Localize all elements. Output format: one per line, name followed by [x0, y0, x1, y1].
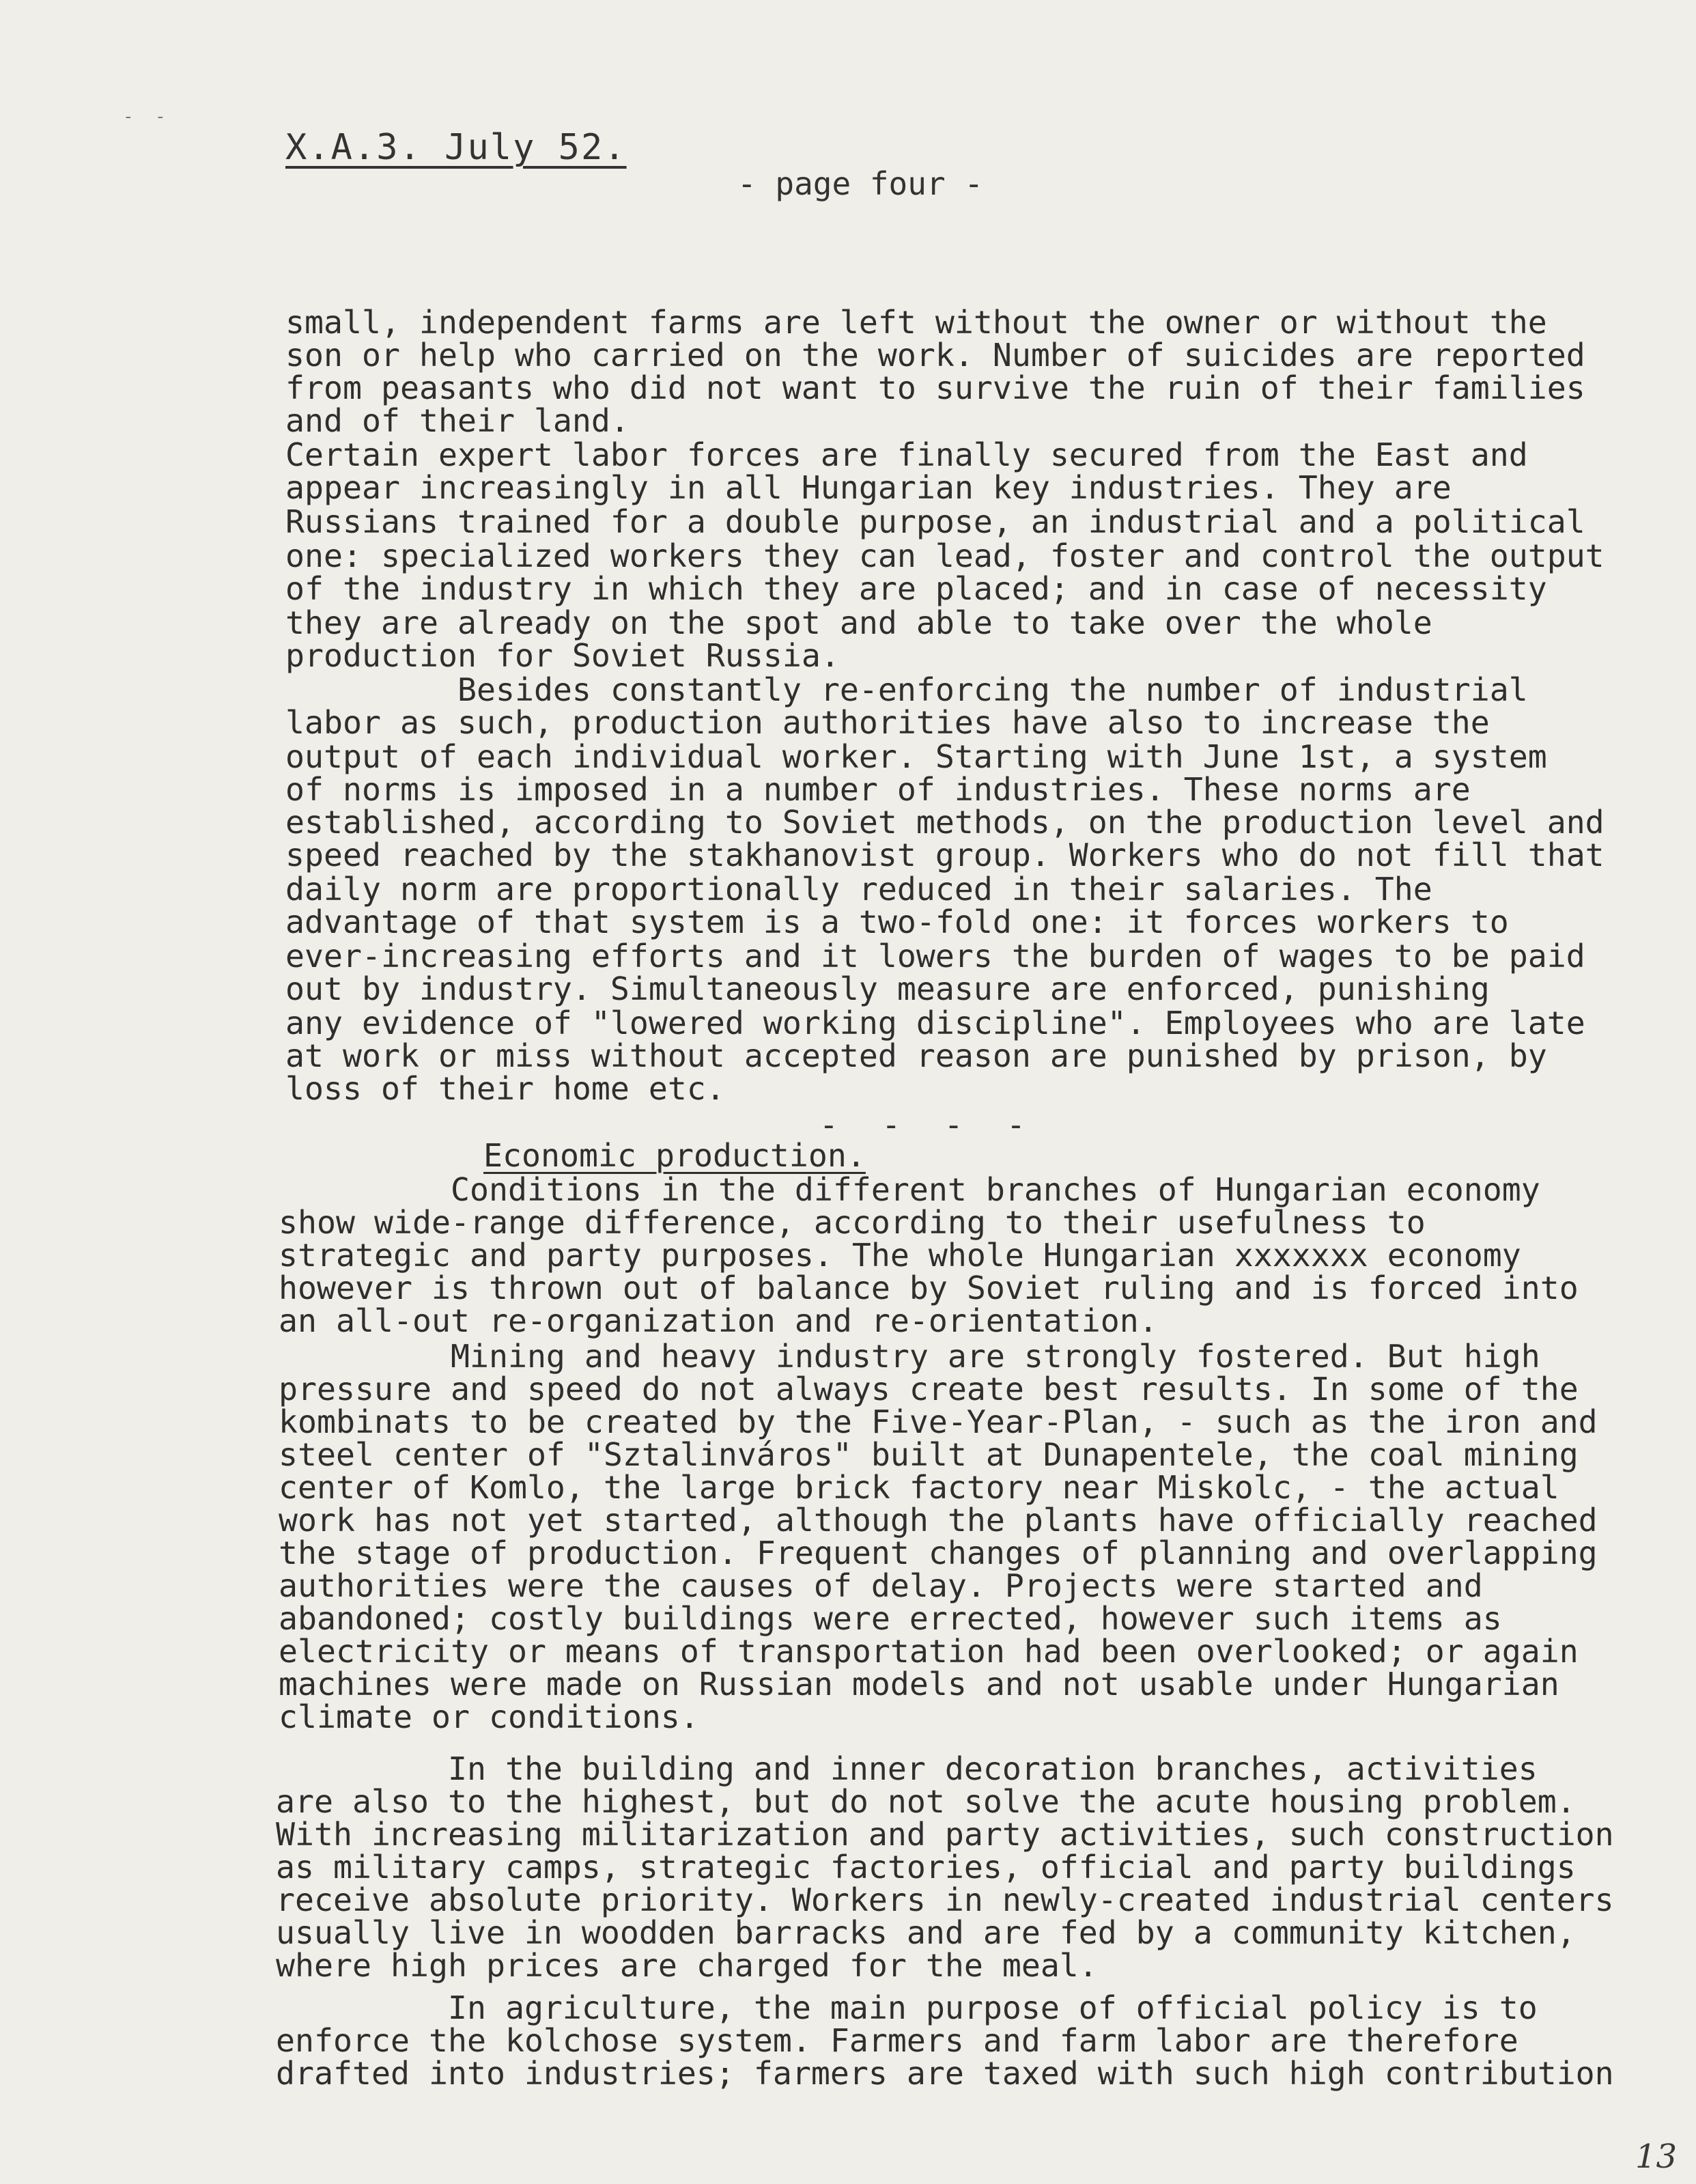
text-line: drafted into industries; farmers are taxed with such high contribution: [276, 2055, 1614, 2092]
text-line: enforce the kolchose system. Farmers and farm labor are therefore: [276, 2022, 1518, 2059]
text-line: speed reached by the stakhanovist group. Workers who do not fill that: [285, 837, 1605, 873]
text-line: usually live in woodden barracks and are fed by a community kitchen,: [276, 1914, 1576, 1951]
text-line: In the building and inner decoration branches, activities: [276, 1750, 1538, 1787]
text-line: authorities were the causes of delay. Projects were started and: [279, 1567, 1483, 1604]
text-line: In agriculture, the main purpose of official policy is to: [276, 1989, 1538, 2026]
text-line: machines were made on Russian models and not usable under Hungarian: [279, 1666, 1559, 1703]
text-line: from peasants who did not want to survive the ruin of their families: [285, 369, 1585, 406]
text-line: receive absolute priority. Workers in newly-created industrial centers: [276, 1881, 1614, 1918]
text-line: an all-out re-organization and re-orientation.: [279, 1302, 1158, 1339]
text-line: any evidence of "lowered working discipline". Employees who are late: [285, 1005, 1585, 1041]
text-line: With increasing militarization and party activities, such construction: [276, 1816, 1614, 1853]
text-line: son or help who carried on the work. Number of suicides are reported: [285, 337, 1585, 374]
text-line: appear increasingly in all Hungarian key industries. They are: [285, 469, 1452, 506]
text-line: they are already on the spot and able to take over the whole: [285, 604, 1432, 641]
text-line: loss of their home etc.: [285, 1070, 725, 1107]
page-label: - page four -: [737, 165, 984, 202]
text-line: center of Komlo, the large brick factory near Miskolc, - the actual: [279, 1469, 1559, 1506]
text-line: Besides constantly re-enforcing the number of industrial: [285, 671, 1528, 708]
text-line: labor as such, production authorities have also to increase the: [285, 704, 1490, 741]
text-line: pressure and speed do not always create best results. In some of the: [279, 1371, 1579, 1408]
text-line: strategic and party purposes. The whole Hungarian xxxxxxx economy: [279, 1237, 1521, 1274]
document-reference: X.A.3. July 52.: [285, 127, 627, 168]
text-line: of the industry in which they are placed; and in case of necessity: [285, 570, 1547, 607]
text-line: of norms is imposed in a number of industries. These norms are: [285, 771, 1471, 808]
section-heading: Economic production.: [483, 1137, 866, 1174]
text-line: production for Soviet Russia.: [285, 637, 840, 674]
text-line: the stage of production. Frequent changes of planning and overlapping: [279, 1535, 1598, 1571]
text-line: at work or miss without accepted reason are punished by prison, by: [285, 1037, 1547, 1074]
text-line: Conditions in the different branches of Hungarian economy: [279, 1171, 1540, 1208]
text-line: kombinats to be created by the Five-Year-Plan, - such as the iron and: [279, 1403, 1598, 1440]
text-line: advantage of that system is a two-fold one: it forces workers to: [285, 904, 1509, 940]
text-line: small, independent farms are left without the owner or without the: [285, 304, 1547, 341]
text-line: output of each individual worker. Starting with June 1st, a system: [285, 738, 1547, 775]
text-line: are also to the highest, but do not solve the acute housing problem.: [276, 1783, 1576, 1820]
text-line: ever-increasing efforts and it lowers the burden of wages to be paid: [285, 938, 1585, 975]
text-line: Russians trained for a double purpose, an industrial and a political: [285, 503, 1585, 540]
text-line: electricity or means of transportation had been overlooked; or again: [279, 1633, 1579, 1670]
text-line: one: specialized workers they can lead, foster and control the output: [285, 537, 1605, 574]
text-line: climate or conditions.: [279, 1698, 699, 1735]
handwritten-page-number: 13: [1635, 2138, 1678, 2176]
text-line: steel center of "Sztalinváros" built at Dunapentele, the coal mining: [279, 1436, 1579, 1473]
text-line: daily norm are proportionally reduced in their salaries. The: [285, 871, 1432, 908]
text-line: abandoned; costly buildings were errected, however such items as: [279, 1600, 1502, 1637]
text-line: work has not yet started, although the plants have officially reached: [279, 1502, 1598, 1539]
text-line: Mining and heavy industry are strongly fostered. But high: [279, 1338, 1540, 1375]
text-line: where high prices are charged for the meal.: [276, 1947, 1098, 1984]
text-line: Certain expert labor forces are finally secured from the East and: [285, 436, 1528, 473]
text-line: out by industry. Simultaneously measure are enforced, punishing: [285, 970, 1490, 1007]
section-separator: - - - -: [819, 1106, 1038, 1143]
text-line: and of their land.: [285, 402, 630, 439]
text-line: as military camps, strategic factories, official and party buildings: [276, 1849, 1576, 1886]
corner-marks: - -: [123, 107, 166, 127]
text-line: show wide-range difference, according to their usefulness to: [279, 1204, 1426, 1241]
text-line: however is thrown out of balance by Soviet ruling and is forced into: [279, 1270, 1579, 1306]
text-line: established, according to Soviet methods, on the production level and: [285, 804, 1605, 841]
